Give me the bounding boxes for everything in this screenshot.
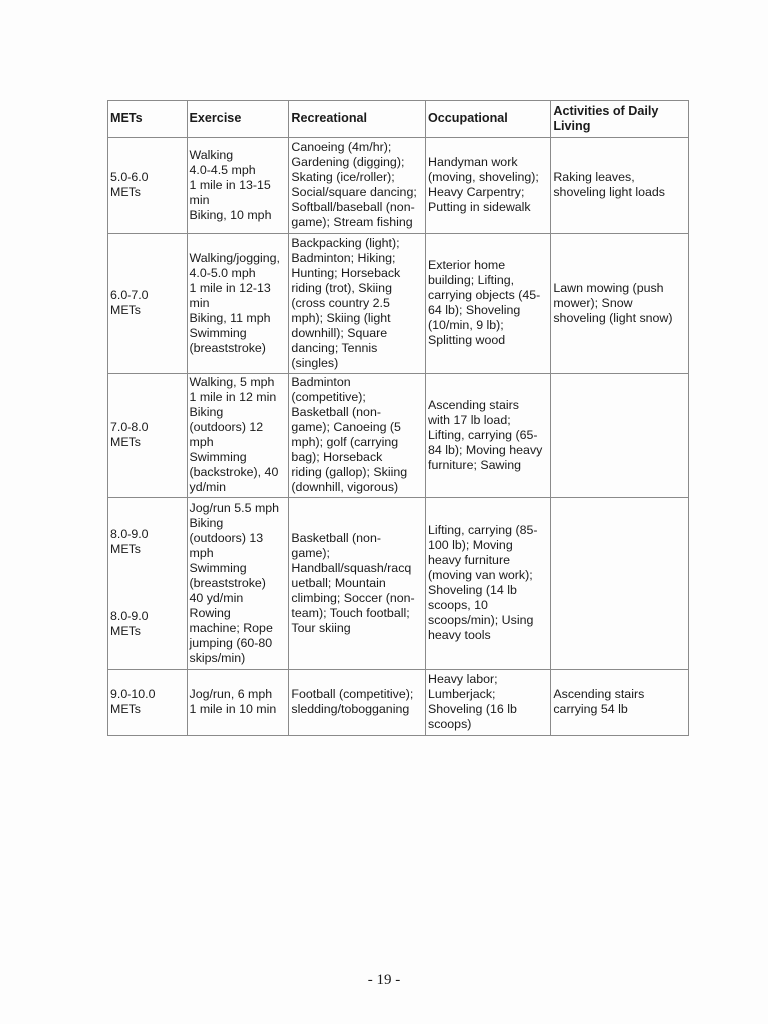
- header-occupational: Occupational: [426, 101, 551, 138]
- cell-exercise: Walking 4.0-4.5 mph 1 mile in 13-15 min Biking, 10 mph: [187, 138, 289, 234]
- cell-mets: 7.0-8.0 METs: [108, 374, 188, 498]
- cell-recreational: Backpacking (light); Badminton; Hiking; Hunting; Horseback riding (trot), Skiing (cross country 2.5 mph); Skiing (light downhill); Square dancing; Tennis (singles): [289, 234, 426, 374]
- cell-recreational: Football (competitive); sledding/tobogganing: [289, 670, 426, 736]
- cell-occupational: Exterior home building; Lifting, carrying objects (45- 64 lb); Shoveling (10/min, 9 lb); Splitting wood: [426, 234, 551, 374]
- cell-daily-living: [551, 374, 689, 498]
- cell-exercise: Walking/jogging, 4.0-5.0 mph 1 mile in 12-13 min Biking, 11 mph Swimming (breaststroke): [187, 234, 289, 374]
- cell-mets: 5.0-6.0 METs: [108, 138, 188, 234]
- cell-exercise: Walking, 5 mph 1 mile in 12 min Biking (outdoors) 12 mph Swimming (backstroke), 40 yd/min: [187, 374, 289, 498]
- cell-mets: 9.0-10.0 METs: [108, 670, 188, 736]
- header-exercise: Exercise: [187, 101, 289, 138]
- cell-occupational: Handyman work (moving, shoveling); Heavy Carpentry; Putting in sidewalk: [426, 138, 551, 234]
- page-number: - 19 -: [367, 972, 401, 988]
- cell-daily-living: Ascending stairs carrying 54 lb: [551, 670, 689, 736]
- cell-exercise: Jog/run 5.5 mph Biking (outdoors) 13 mph Swimming (breaststroke) 40 yd/min Rowing machine; Rope jumping (60-80 skips/min): [187, 498, 289, 670]
- cell-daily-living: [551, 498, 689, 670]
- cell-mets-bottom: 8.0-9.0 METs: [110, 609, 149, 638]
- cell-mets: [108, 498, 188, 670]
- table-row: [108, 138, 689, 234]
- cell-daily-living: Lawn mowing (push mower); Snow shoveling (light snow): [551, 234, 689, 374]
- cell-recreational: Badminton (competitive); Basketball (non- game); Canoeing (5 mph); golf (carrying bag); Horseback riding (gallop); Skiing (downhill, vigorous): [289, 374, 426, 498]
- table-row: [108, 498, 689, 670]
- header-mets: METs: [108, 101, 188, 138]
- header-daily-living: Activities of Daily Living: [551, 101, 689, 138]
- table-row: [108, 234, 689, 374]
- table-header-row: [108, 101, 689, 138]
- cell-occupational: Lifting, carrying (85- 100 lb); Moving heavy furniture (moving van work); Shoveling (14 lb scoops, 10 scoops/min); Using heavy tools: [426, 498, 551, 670]
- cell-mets: 6.0-7.0 METs: [108, 234, 188, 374]
- cell-daily-living: Raking leaves, shoveling light loads: [551, 138, 689, 234]
- cell-occupational: Ascending stairs with 17 lb load; Lifting, carrying (65- 84 lb); Moving heavy furniture; Sawing: [426, 374, 551, 498]
- cell-recreational: Basketball (non- game); Handball/squash/racq uetball; Mountain climbing; Soccer (non- team); Touch football; Tour skiing: [289, 498, 426, 670]
- table-row: [108, 374, 689, 498]
- cell-occupational: Heavy labor; Lumberjack; Shoveling (16 lb scoops): [426, 670, 551, 736]
- cell-exercise: Jog/run, 6 mph 1 mile in 10 min: [187, 670, 289, 736]
- cell-mets-top: 8.0-9.0 METs: [110, 527, 149, 556]
- table-row: [108, 670, 689, 736]
- header-recreational: Recreational: [289, 101, 426, 138]
- cell-recreational: Canoeing (4m/hr); Gardening (digging); Skating (ice/roller); Social/square dancing; Softball/baseball (non- game); Stream fishing: [289, 138, 426, 234]
- met-activity-table: [107, 100, 689, 736]
